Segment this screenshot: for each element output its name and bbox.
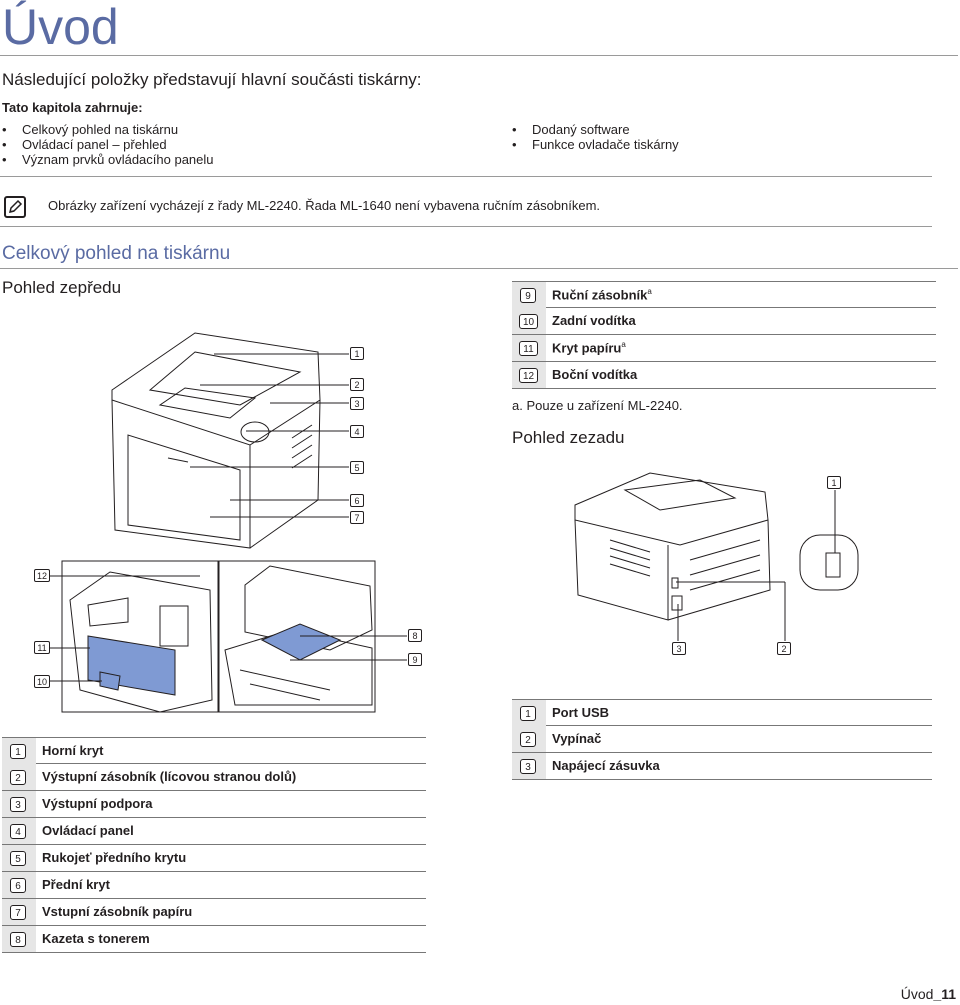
legend-label: Horní kryt: [42, 743, 104, 758]
legend-number: 1: [10, 744, 26, 759]
legend-number: 12: [519, 368, 538, 383]
legend-row: [512, 753, 932, 780]
legend-row: [2, 926, 426, 953]
section-title: Celkový pohled na tiskárnu: [2, 243, 231, 264]
legend-row: [2, 872, 426, 899]
chapter-includes-label: Tato kapitola zahrnuje:: [2, 100, 143, 115]
rear-printer-illustration: [575, 473, 858, 620]
legend-row: [512, 362, 936, 389]
topic-item: • Funkce ovladače tiskárny: [512, 137, 932, 152]
front-view-heading: Pohled zepředu: [2, 278, 122, 297]
legend-row: [2, 737, 426, 764]
legend-row: [2, 791, 426, 818]
legend-label: Zadní vodítka: [552, 313, 636, 328]
legend-number: 8: [10, 932, 26, 947]
legend-label: Výstupní zásobník (lícovou stranou dolů): [42, 769, 297, 784]
legend-label: Napájecí zásuvka: [552, 758, 660, 773]
legend-label: Kazeta s tonerem: [42, 931, 150, 946]
legend-number: 7: [10, 905, 26, 920]
legend-number: 4: [10, 824, 26, 839]
legend-label: Výstupní podpora: [42, 796, 153, 811]
legend-row: [512, 726, 932, 753]
front-legend-right: [512, 281, 936, 389]
note-text: Obrázky zařízení vycházejí z řady ML-2240. Řada ML-1640 není vybavena ručním zásobníkem.: [48, 198, 601, 213]
legend-number: 2: [10, 770, 26, 785]
topic-item: • Dodaný software: [512, 122, 932, 137]
topic-item: • Celkový pohled na tiskárnu: [2, 122, 472, 137]
legend-number: 11: [519, 341, 538, 356]
legend-label: Kryt papíru: [552, 340, 622, 356]
paper-cover-illustration: [62, 561, 218, 712]
front-legend-left: [2, 737, 426, 953]
callout-marker: 12: [34, 569, 50, 582]
legend-label: Vstupní zásobník papíru: [42, 904, 193, 919]
page-title: Úvod: [2, 0, 119, 55]
legend-number: 2: [520, 732, 536, 747]
callout-marker: 6: [350, 494, 364, 507]
topic-item: • Význam prvků ovládacího panelu: [2, 152, 472, 167]
callout-marker: 8: [408, 629, 422, 642]
legend-number: 1: [520, 706, 536, 721]
callout-marker: 10: [34, 675, 50, 688]
callout-marker: 1: [350, 347, 364, 360]
legend-number: 9: [520, 288, 536, 303]
legend-label: Port USB: [552, 705, 610, 720]
legend-label: Přední kryt: [42, 877, 110, 892]
legend-number: 10: [519, 314, 538, 329]
legend-label: Rukojeť předního krytu: [42, 850, 187, 865]
legend-row: [512, 308, 936, 335]
page-footer: Úvod_11: [900, 986, 956, 1002]
front-printer-illustration: [112, 333, 320, 548]
legend-label: Ovládací panel: [42, 823, 134, 838]
callout-marker: 4: [350, 425, 364, 438]
legend-label: Ruční zásobník: [552, 287, 648, 303]
rear-legend: [512, 699, 932, 780]
footnote: a. Pouze u zařízení ML-2240.: [512, 398, 683, 413]
callout-marker: 1: [827, 476, 841, 489]
callout-marker: 5: [350, 461, 364, 474]
callout-marker: 3: [350, 397, 364, 410]
legend-label: Boční vodítka: [552, 367, 638, 382]
footnote-marker: a: [621, 340, 626, 349]
callout-marker: 2: [777, 642, 791, 655]
legend-row: [2, 764, 426, 791]
legend-number: 3: [520, 759, 536, 774]
topic-item: • Ovládací panel – přehled: [2, 137, 472, 152]
callout-marker: 11: [34, 641, 50, 654]
legend-number: 6: [10, 878, 26, 893]
rear-view-heading: Pohled zezadu: [512, 428, 625, 447]
legend-number: 5: [10, 851, 26, 866]
legend-row: [512, 335, 936, 362]
page-number: _11: [933, 986, 956, 1002]
callout-marker: 9: [408, 653, 422, 666]
legend-row: [512, 281, 936, 308]
legend-number: 3: [10, 797, 26, 812]
legend-row: [512, 699, 932, 726]
legend-row: [2, 845, 426, 872]
footnote-marker: a: [647, 287, 652, 296]
legend-row: [2, 818, 426, 845]
callout-marker: 3: [672, 642, 686, 655]
legend-label: Vypínač: [552, 731, 602, 746]
callout-marker: 2: [350, 378, 364, 391]
page-subtitle: Následující položky představují hlavní součásti tiskárny:: [2, 70, 422, 89]
callout-marker: 7: [350, 511, 364, 524]
legend-row: [2, 899, 426, 926]
